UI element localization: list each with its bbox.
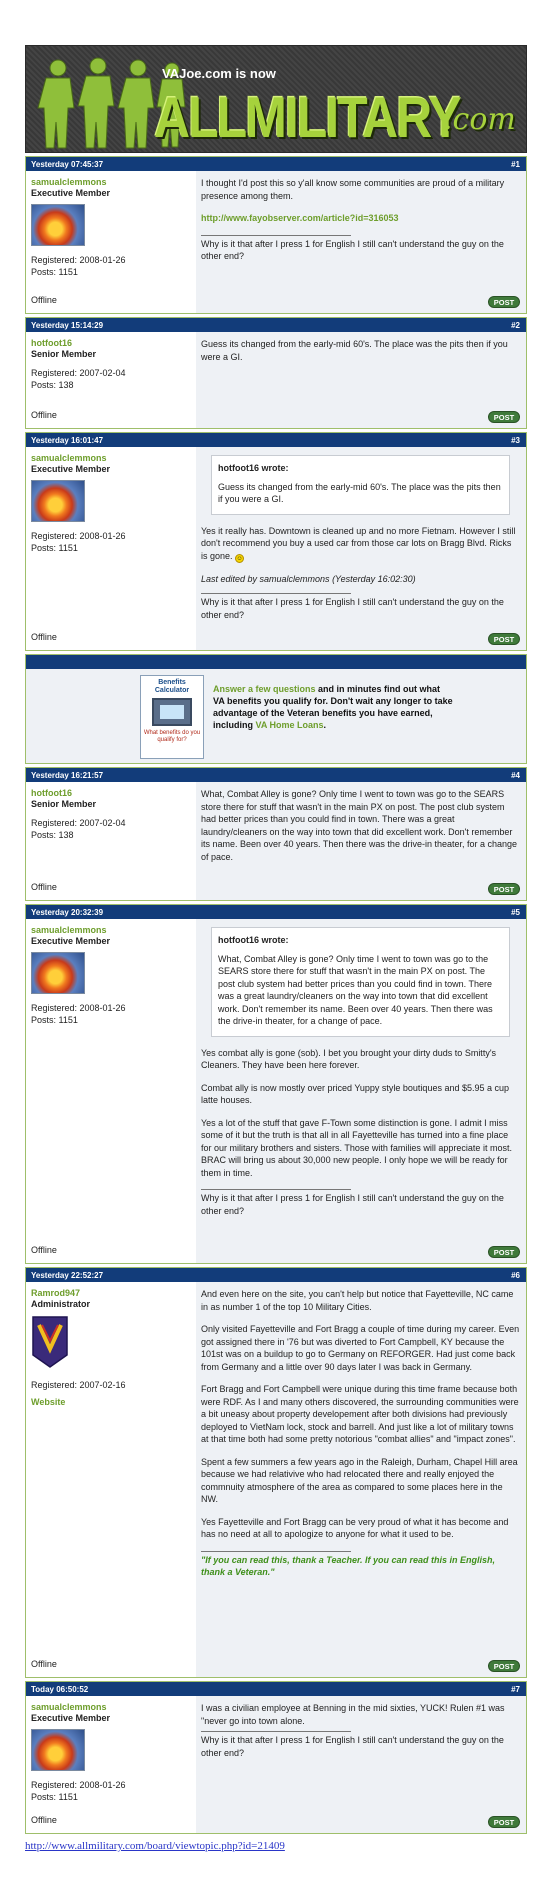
author-post-count: Posts: 1151 bbox=[31, 267, 78, 277]
signature-divider bbox=[201, 1189, 351, 1190]
author-status: Offline bbox=[31, 295, 57, 305]
author-rank: Executive Member bbox=[31, 464, 111, 474]
post-paragraph: Only visited Fayetteville and Fort Bragg a couple of time during my career. Even got assigned there in '76 but was diverted to Fort Campbell, KY because the 101st was on a buildup to go to Germany on REFORGER. Had just come back from Germany and a little over 90 days later I was back in Germany. bbox=[201, 1324, 520, 1372]
post-reply-button[interactable]: POST bbox=[488, 411, 520, 423]
forum-post-5 bbox=[25, 904, 527, 1264]
author-registered: Registered: 2008-01-26 bbox=[31, 1003, 126, 1013]
post-content bbox=[196, 782, 526, 900]
post-number-link[interactable]: #6 bbox=[511, 1270, 520, 1280]
post-timestamp: Yesterday 07:45:37 bbox=[31, 159, 104, 169]
post-number-link[interactable]: #5 bbox=[511, 907, 520, 917]
post-paragraph: Yes combat ally is gone (sob). I bet you brought your dirty duds to Smitty's Cleaners. They have been here forever. bbox=[201, 1047, 497, 1070]
post-author-panel bbox=[26, 1696, 196, 1833]
post-number-link[interactable]: #4 bbox=[511, 770, 520, 780]
post-author-panel bbox=[26, 1282, 196, 1677]
post-timestamp: Yesterday 15:14:29 bbox=[31, 320, 104, 330]
signature-divider bbox=[201, 593, 351, 594]
banner-logo-text: ALLMILITARY bbox=[154, 85, 460, 150]
post-text: Guess its changed from the early-mid 60's. The place was the pits then if you were a GI. bbox=[201, 339, 508, 362]
post-reply-button[interactable]: POST bbox=[488, 1660, 520, 1672]
author-rank: Executive Member bbox=[31, 1713, 111, 1723]
ad-text bbox=[213, 683, 453, 731]
post-content bbox=[196, 919, 526, 1263]
post-header bbox=[26, 768, 526, 782]
ad-home-loans-link[interactable]: VA Home Loans bbox=[255, 720, 324, 730]
author-rank: Executive Member bbox=[31, 188, 111, 198]
author-post-count: Posts: 138 bbox=[31, 830, 74, 840]
post-text: I was a civilian employee at Benning in the mid sixties, YUCK! Rulen #1 was "never go into town alone. bbox=[201, 1703, 505, 1726]
post-header bbox=[26, 1268, 526, 1282]
post-timestamp: Yesterday 16:01:47 bbox=[31, 435, 104, 445]
author-registered: Registered: 2007-02-04 bbox=[31, 818, 126, 828]
forum-post-4 bbox=[25, 767, 527, 901]
quote-author: hotfoot16 wrote: bbox=[218, 935, 289, 945]
avatar bbox=[31, 480, 85, 522]
post-paragraph: Yes a lot of the stuff that gave F-Town some distinction is gone. I admit I miss some of it but the truth is that all in all Fayetteville has turned into a fine place for our military brothers and sisters. Those with families will appreciate it most. BRAC will bring us about 30,000 new people. I only hope we will be ready for them in time. bbox=[201, 1117, 512, 1178]
author-username-link[interactable]: samualclemmons bbox=[31, 1702, 107, 1712]
post-content bbox=[196, 1696, 526, 1833]
signature-divider bbox=[201, 235, 351, 236]
calc-title: Benefits Calculator bbox=[154, 679, 190, 694]
signature-divider bbox=[201, 1551, 351, 1552]
avatar bbox=[31, 204, 85, 246]
post-text: Yes it really has. Downtown is cleaned up and no more Fietnam. However I still don't recommend you buy a used car from those car lots on Bragg Blvd. Ricks is gone. bbox=[201, 525, 516, 561]
author-rank: Senior Member bbox=[31, 349, 97, 359]
author-username-link[interactable]: samualclemmons bbox=[31, 925, 107, 935]
site-banner[interactable] bbox=[25, 45, 527, 153]
avatar bbox=[31, 952, 85, 994]
forum-post-6 bbox=[25, 1267, 527, 1678]
benefits-calculator-image[interactable] bbox=[140, 675, 204, 759]
signature-divider bbox=[201, 1731, 351, 1732]
author-rank: Senior Member bbox=[31, 799, 97, 809]
post-author-panel bbox=[26, 447, 196, 650]
author-username-link[interactable]: samualclemmons bbox=[31, 177, 107, 187]
author-registered: Registered: 2008-01-26 bbox=[31, 255, 126, 265]
author-status: Offline bbox=[31, 1659, 57, 1669]
post-reply-button[interactable]: POST bbox=[488, 296, 520, 308]
post-reply-button[interactable]: POST bbox=[488, 1816, 520, 1828]
author-username-link[interactable]: Ramrod947 bbox=[31, 1288, 81, 1298]
forum-page bbox=[25, 45, 527, 1834]
post-header bbox=[26, 905, 526, 919]
post-content bbox=[196, 447, 526, 650]
author-registered: Registered: 2007-02-04 bbox=[31, 368, 126, 378]
source-url-link[interactable]: http://www.allmilitary.com/board/viewtopic.php?id=21409 bbox=[25, 1840, 285, 1852]
post-paragraph: And even here on the site, you can't help but notice that Fayetteville, NC came in as number 1 of the top 10 Military Cities. bbox=[201, 1289, 514, 1312]
quote-box bbox=[211, 455, 510, 515]
forum-post-1 bbox=[25, 156, 527, 314]
banner-logo-suffix: .com bbox=[443, 102, 516, 137]
post-header bbox=[26, 1682, 526, 1696]
author-rank: Administrator bbox=[31, 1299, 91, 1309]
post-reply-button[interactable]: POST bbox=[488, 883, 520, 895]
post-header bbox=[26, 157, 526, 171]
post-paragraph: Spent a few summers a few years ago in the Raleigh, Durham, Chapel Hill area because we had relativive who had relocated there and really enjoyed the commnuity atmosphere of the area as compared to some places here in the NW. bbox=[201, 1456, 518, 1504]
quote-box bbox=[211, 927, 510, 1037]
post-signature: Why is it that after I press 1 for English I still can't understand the guy on the other end? bbox=[201, 1735, 504, 1758]
author-post-count: Posts: 1151 bbox=[31, 1015, 78, 1025]
quote-author: hotfoot16 wrote: bbox=[218, 463, 289, 473]
post-number-link[interactable]: #7 bbox=[511, 1684, 520, 1694]
author-registered: Registered: 2008-01-26 bbox=[31, 531, 126, 541]
author-registered: Registered: 2007-02-16 bbox=[31, 1380, 126, 1390]
banner-tagline: VAJoe.com is now bbox=[162, 66, 276, 81]
post-author-panel bbox=[26, 171, 196, 313]
author-rank: Executive Member bbox=[31, 936, 111, 946]
author-status: Offline bbox=[31, 1245, 57, 1255]
smiley-icon: ☺ bbox=[236, 555, 243, 562]
post-timestamp: Yesterday 22:52:27 bbox=[31, 1270, 104, 1280]
post-reply-button[interactable]: POST bbox=[488, 1246, 520, 1258]
post-content bbox=[196, 332, 526, 428]
post-text: What, Combat Alley is gone? Only time I went to town was go to the SEARS store there for stuff that wasn't in the main PX on post. The post club system had better prices than you could find in town. There was a great laundry/cleaners on the way into town that did excellent work. Don't remember its name. Been over 40 years. Then there was the drive-in theater, for a change of pace. bbox=[201, 789, 518, 862]
ad-questions-link[interactable]: Answer a few questions bbox=[213, 684, 316, 694]
post-signature: "If you can read this, thank a Teacher. If you can read this in English, thank a Veteran." bbox=[201, 1554, 496, 1577]
ad-period: . bbox=[323, 720, 327, 730]
laptop-icon bbox=[152, 698, 192, 726]
post-header bbox=[26, 433, 526, 447]
post-timestamp: Yesterday 16:21:57 bbox=[31, 770, 104, 780]
post-author-panel bbox=[26, 919, 196, 1263]
post-paragraph: Combat ally is now mostly over priced Yuppy style boutiques and $5.95 a cup latte houses. bbox=[201, 1082, 510, 1105]
post-signature: Why is it that after I press 1 for English I still can't understand the guy on the other end? bbox=[201, 1193, 504, 1216]
author-username-link[interactable]: hotfoot16 bbox=[31, 338, 72, 348]
author-status: Offline bbox=[31, 1815, 57, 1825]
division-insignia-icon bbox=[31, 1315, 69, 1369]
edit-note: Last edited by samualclemmons (Yesterday 16:02:30) bbox=[201, 573, 416, 584]
author-status: Offline bbox=[31, 632, 57, 642]
ad-body-text: and in minutes find out what VA benefits you qualify for. Don't wait any longer to take advantage of the Veteran benefits you have earned, including bbox=[213, 684, 453, 730]
post-reply-button[interactable]: POST bbox=[488, 633, 520, 645]
post-timestamp: Yesterday 20:32:39 bbox=[31, 907, 104, 917]
author-username-link[interactable]: hotfoot16 bbox=[31, 788, 72, 798]
va-benefits-ad[interactable] bbox=[25, 654, 527, 764]
post-signature: Why is it that after I press 1 for English I still can't understand the guy on the other end? bbox=[201, 238, 504, 261]
author-username-link[interactable]: samualclemmons bbox=[31, 453, 107, 463]
post-content bbox=[196, 1282, 526, 1677]
author-post-count: Posts: 138 bbox=[31, 380, 74, 390]
article-link[interactable]: http://www.fayobserver.com/article?id=316053 bbox=[201, 213, 399, 223]
author-registered: Registered: 2008-01-26 bbox=[31, 1780, 126, 1790]
post-paragraph: Yes Fayetteville and Fort Bragg can be very proud of what it has become and has no need at all to apologize to anyone for what it used to be. bbox=[201, 1516, 509, 1539]
post-timestamp: Today 06:50:52 bbox=[31, 1684, 89, 1694]
post-content bbox=[196, 171, 526, 313]
author-website-link[interactable]: Website bbox=[31, 1397, 66, 1407]
author-status: Offline bbox=[31, 882, 57, 892]
forum-post-2 bbox=[25, 317, 527, 429]
forum-post-3 bbox=[25, 432, 527, 651]
avatar bbox=[31, 1729, 85, 1771]
post-paragraph: Fort Bragg and Fort Campbell were unique during this time frame because both were RDF. As I and many others discovered, the surrounding communities were a bit uneasy about property developement after both divisions had previously deployed to VietNam lock, stock and barrell. And just like a lot of military towns at that time both had some pretty notorious "combat allies" and "impact zones". bbox=[201, 1384, 519, 1444]
author-post-count: Posts: 1151 bbox=[31, 1792, 78, 1802]
post-text: I thought I'd post this so y'all know some communities are proud of a military presence among them. bbox=[201, 178, 505, 201]
author-post-count: Posts: 1151 bbox=[31, 543, 78, 553]
post-author-panel bbox=[26, 782, 196, 900]
forum-post-7 bbox=[25, 1681, 527, 1834]
quote-text: What, Combat Alley is gone? Only time I went to town was go to the SEARS store there for stuff that wasn't in the main PX on post. The post club system had better prices than you could find in town. There was a great laundry/cleaners on the way into town that did excellent work. Don't remember its name. Been over 40 years. Then there was the drive-in theater, for a change of pace. bbox=[218, 953, 493, 1026]
post-number-link[interactable]: #3 bbox=[511, 435, 520, 445]
ad-header-bar bbox=[26, 655, 526, 669]
quote-text: Guess its changed from the early-mid 60's. The place was the pits then if you were a GI. bbox=[218, 481, 501, 504]
post-number-link[interactable]: #1 bbox=[511, 159, 520, 169]
calc-caption: What benefits do you qualify for? bbox=[143, 730, 201, 743]
post-author-panel bbox=[26, 332, 196, 428]
post-header bbox=[26, 318, 526, 332]
post-number-link[interactable]: #2 bbox=[511, 320, 520, 330]
post-signature: Why is it that after I press 1 for English I still can't understand the guy on the other end? bbox=[201, 597, 504, 620]
author-status: Offline bbox=[31, 410, 57, 420]
